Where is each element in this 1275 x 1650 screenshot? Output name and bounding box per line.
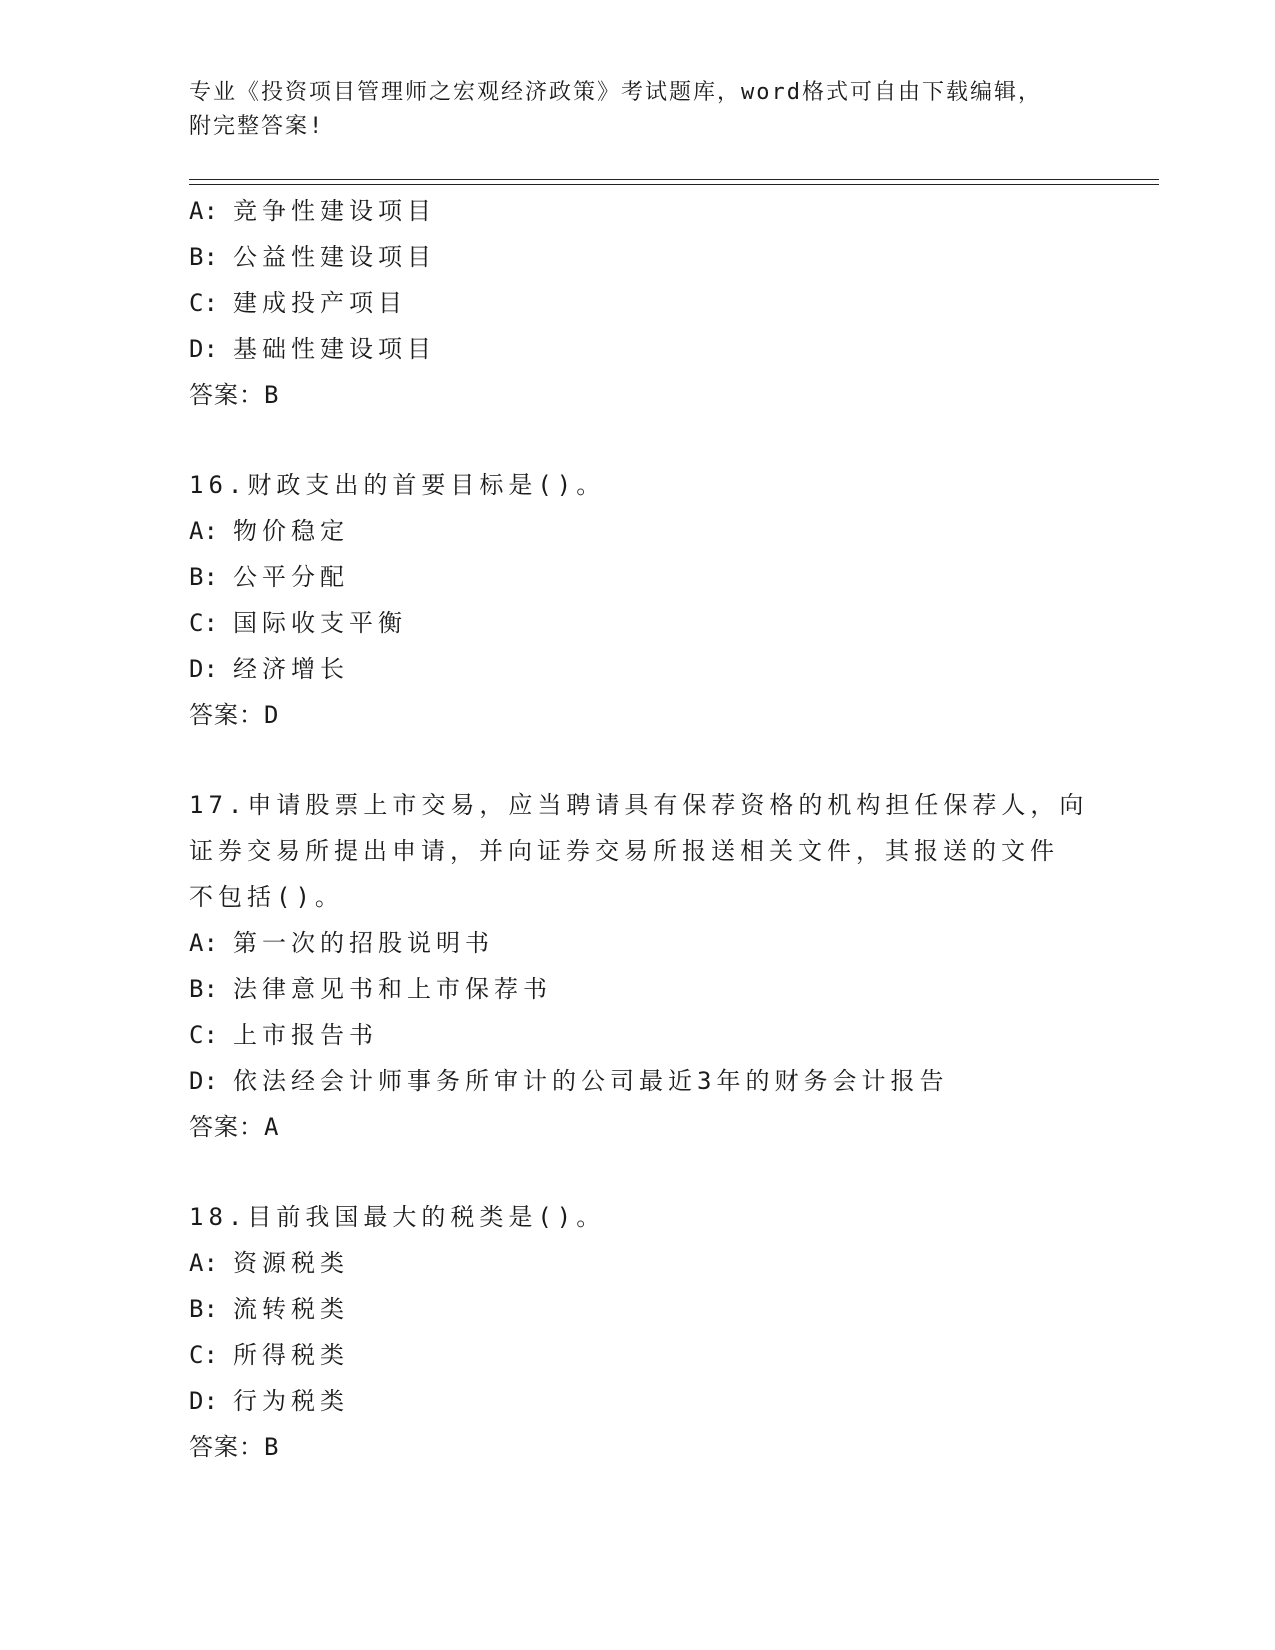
option-key: B:: [189, 1295, 218, 1323]
question-text-line-2: 证券交易所提出申请，并向证券交易所报送相关文件，其报送的文件: [189, 837, 1059, 865]
option-key: A:: [189, 517, 218, 545]
option-text: 物价稳定: [233, 517, 349, 545]
option-a: [189, 920, 1089, 966]
header-line-1: 专业《投资项目管理师之宏观经济政策》考试题库，word格式可自由下载编辑，: [189, 80, 1042, 105]
header-line-2: 附完整答案!: [189, 114, 325, 139]
option-text: 公益性建设项目: [233, 243, 436, 271]
option-text: 国际收支平衡: [233, 609, 407, 637]
question-text-line-3: 不包括()。: [189, 883, 344, 911]
option-text: 所得税类: [233, 1341, 349, 1369]
option-text: 行为税类: [233, 1387, 349, 1415]
option-b: [189, 554, 1089, 600]
header-divider: [189, 179, 1159, 185]
option-d: [189, 326, 1089, 372]
option-key: D:: [189, 1067, 218, 1095]
option-key: A:: [189, 1249, 218, 1277]
option-b: [189, 966, 1089, 1012]
option-a: [189, 1240, 1089, 1286]
option-key: C:: [189, 1341, 218, 1369]
spacer: [189, 1150, 1089, 1194]
option-d: [189, 646, 1089, 692]
option-key: D:: [189, 1387, 218, 1415]
option-key: A:: [189, 929, 218, 957]
option-key: B:: [189, 975, 218, 1003]
option-a: [189, 508, 1089, 554]
option-text: 经济增长: [233, 655, 349, 683]
option-key: C:: [189, 1021, 218, 1049]
option-key: D:: [189, 335, 218, 363]
option-d: [189, 1058, 1089, 1104]
option-text: 公平分配: [233, 563, 349, 591]
option-c: [189, 280, 1089, 326]
option-key: B:: [189, 563, 218, 591]
option-text: 资源税类: [233, 1249, 349, 1277]
option-key: C:: [189, 609, 218, 637]
spacer: [189, 738, 1089, 782]
option-c: [189, 1332, 1089, 1378]
answer-line: 答案：B: [189, 381, 280, 409]
option-key: D:: [189, 655, 218, 683]
answer-line: 答案：D: [189, 701, 280, 729]
document-page: [189, 0, 1159, 1650]
answer-line: 答案：A: [189, 1113, 280, 1141]
option-text: 建成投产项目: [233, 289, 407, 317]
option-text: 竞争性建设项目: [233, 197, 436, 225]
option-c: [189, 1012, 1089, 1058]
option-text: 基础性建设项目: [233, 335, 436, 363]
question-block-15: [189, 188, 1089, 418]
option-a: [189, 188, 1089, 234]
option-key: C:: [189, 289, 218, 317]
question-text-line-1: 17.申请股票上市交易，应当聘请具有保荐资格的机构担任保荐人，向: [189, 791, 1089, 819]
option-text: 上市报告书: [233, 1021, 378, 1049]
question-list: [189, 188, 1089, 1470]
option-d: [189, 1378, 1089, 1424]
question-block-17: [189, 782, 1089, 1150]
question-block-18: [189, 1194, 1089, 1470]
option-text: 法律意见书和上市保荐书: [233, 975, 552, 1003]
question-text: 18.目前我国最大的税类是()。: [189, 1203, 606, 1231]
document-header: [189, 76, 1089, 144]
question-text: 16.财政支出的首要目标是()。: [189, 471, 606, 499]
question-block-16: [189, 462, 1089, 738]
spacer: [189, 418, 1089, 462]
option-text: 第一次的招股说明书: [233, 929, 494, 957]
option-b: [189, 234, 1089, 280]
option-key: A:: [189, 197, 218, 225]
option-text: 依法经会计师事务所审计的公司最近3年的财务会计报告: [233, 1067, 949, 1095]
option-b: [189, 1286, 1089, 1332]
answer-line: 答案：B: [189, 1433, 280, 1461]
option-c: [189, 600, 1089, 646]
option-key: B:: [189, 243, 218, 271]
option-text: 流转税类: [233, 1295, 349, 1323]
